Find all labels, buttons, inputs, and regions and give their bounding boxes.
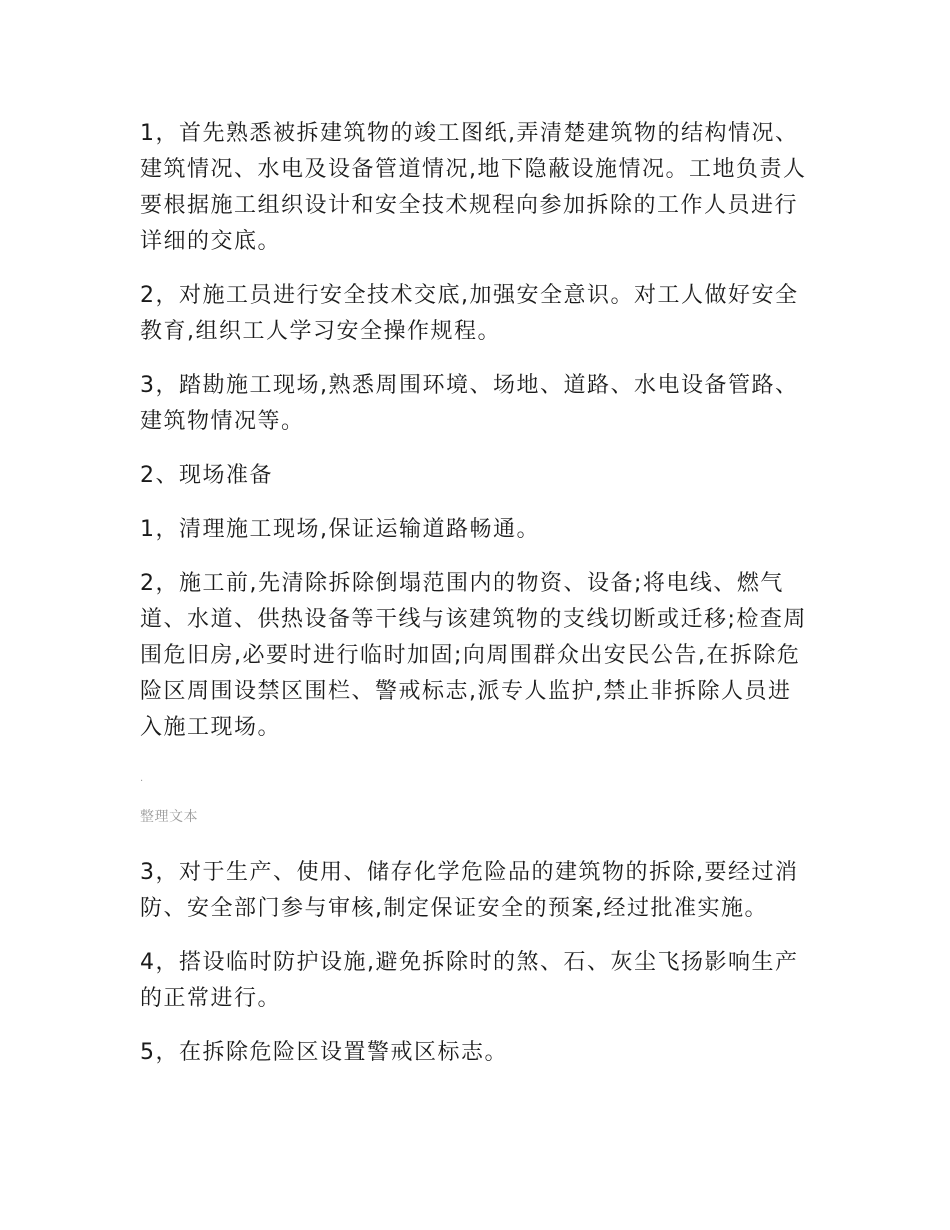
document-page-top: [140, 116, 810, 764]
paragraph-site-step-5: 5，在拆除危险区设置警戒区标志。: [140, 1040, 508, 1065]
paragraph-step-1: 1，首先熟悉被拆建筑物的竣工图纸,弄清楚建筑物的结构情况、建筑情况、水电及设备管道情况,地下隐蔽设施情况。工地负责人要根据施工组织设计和安全技术规程向参加拆除的工作人员进行详细的交底。: [140, 121, 807, 254]
footer-label: 整理文本: [140, 809, 198, 825]
paragraph-step-3: 3，踏勘施工现场,熟悉周围环境、场地、道路、水电设备管路、建筑物情况等。: [140, 373, 799, 434]
document-page-bottom: [140, 855, 810, 1089]
paragraph-site-step-3: 3，对于生产、使用、储存化学危险品的建筑物的拆除,要经过消防、安全部门参与审核,制定保证安全的预案,经过批准实施。: [140, 860, 799, 921]
section-heading-site-preparation: 2、现场准备: [140, 463, 273, 488]
paragraph-step-2: 2，对施工员进行安全技术交底,加强安全意识。对工人做好安全教育,组织工人学习安全操作规程。: [140, 283, 799, 344]
footer-dot: .: [140, 773, 144, 784]
paragraph-site-step-1: 1，清理施工现场,保证运输道路畅通。: [140, 517, 540, 542]
page-footer: [140, 772, 810, 826]
paragraph-site-step-4: 4，搭设临时防护设施,避免拆除时的煞、石、灰尘飞扬影响生产的正常进行。: [140, 950, 799, 1011]
paragraph-site-step-2: 2，施工前,先清除拆除倒塌范围内的物资、设备;将电线、燃气道、水道、供热设备等干线与该建筑物的支线切断或迁移;检查周围危旧房,必要时进行临时加固;向周围群众出安民公告,在拆除危险区周围设禁区围栏、警戒标志,派专人监护,禁止非拆除人员进入施工现场。: [140, 571, 807, 740]
